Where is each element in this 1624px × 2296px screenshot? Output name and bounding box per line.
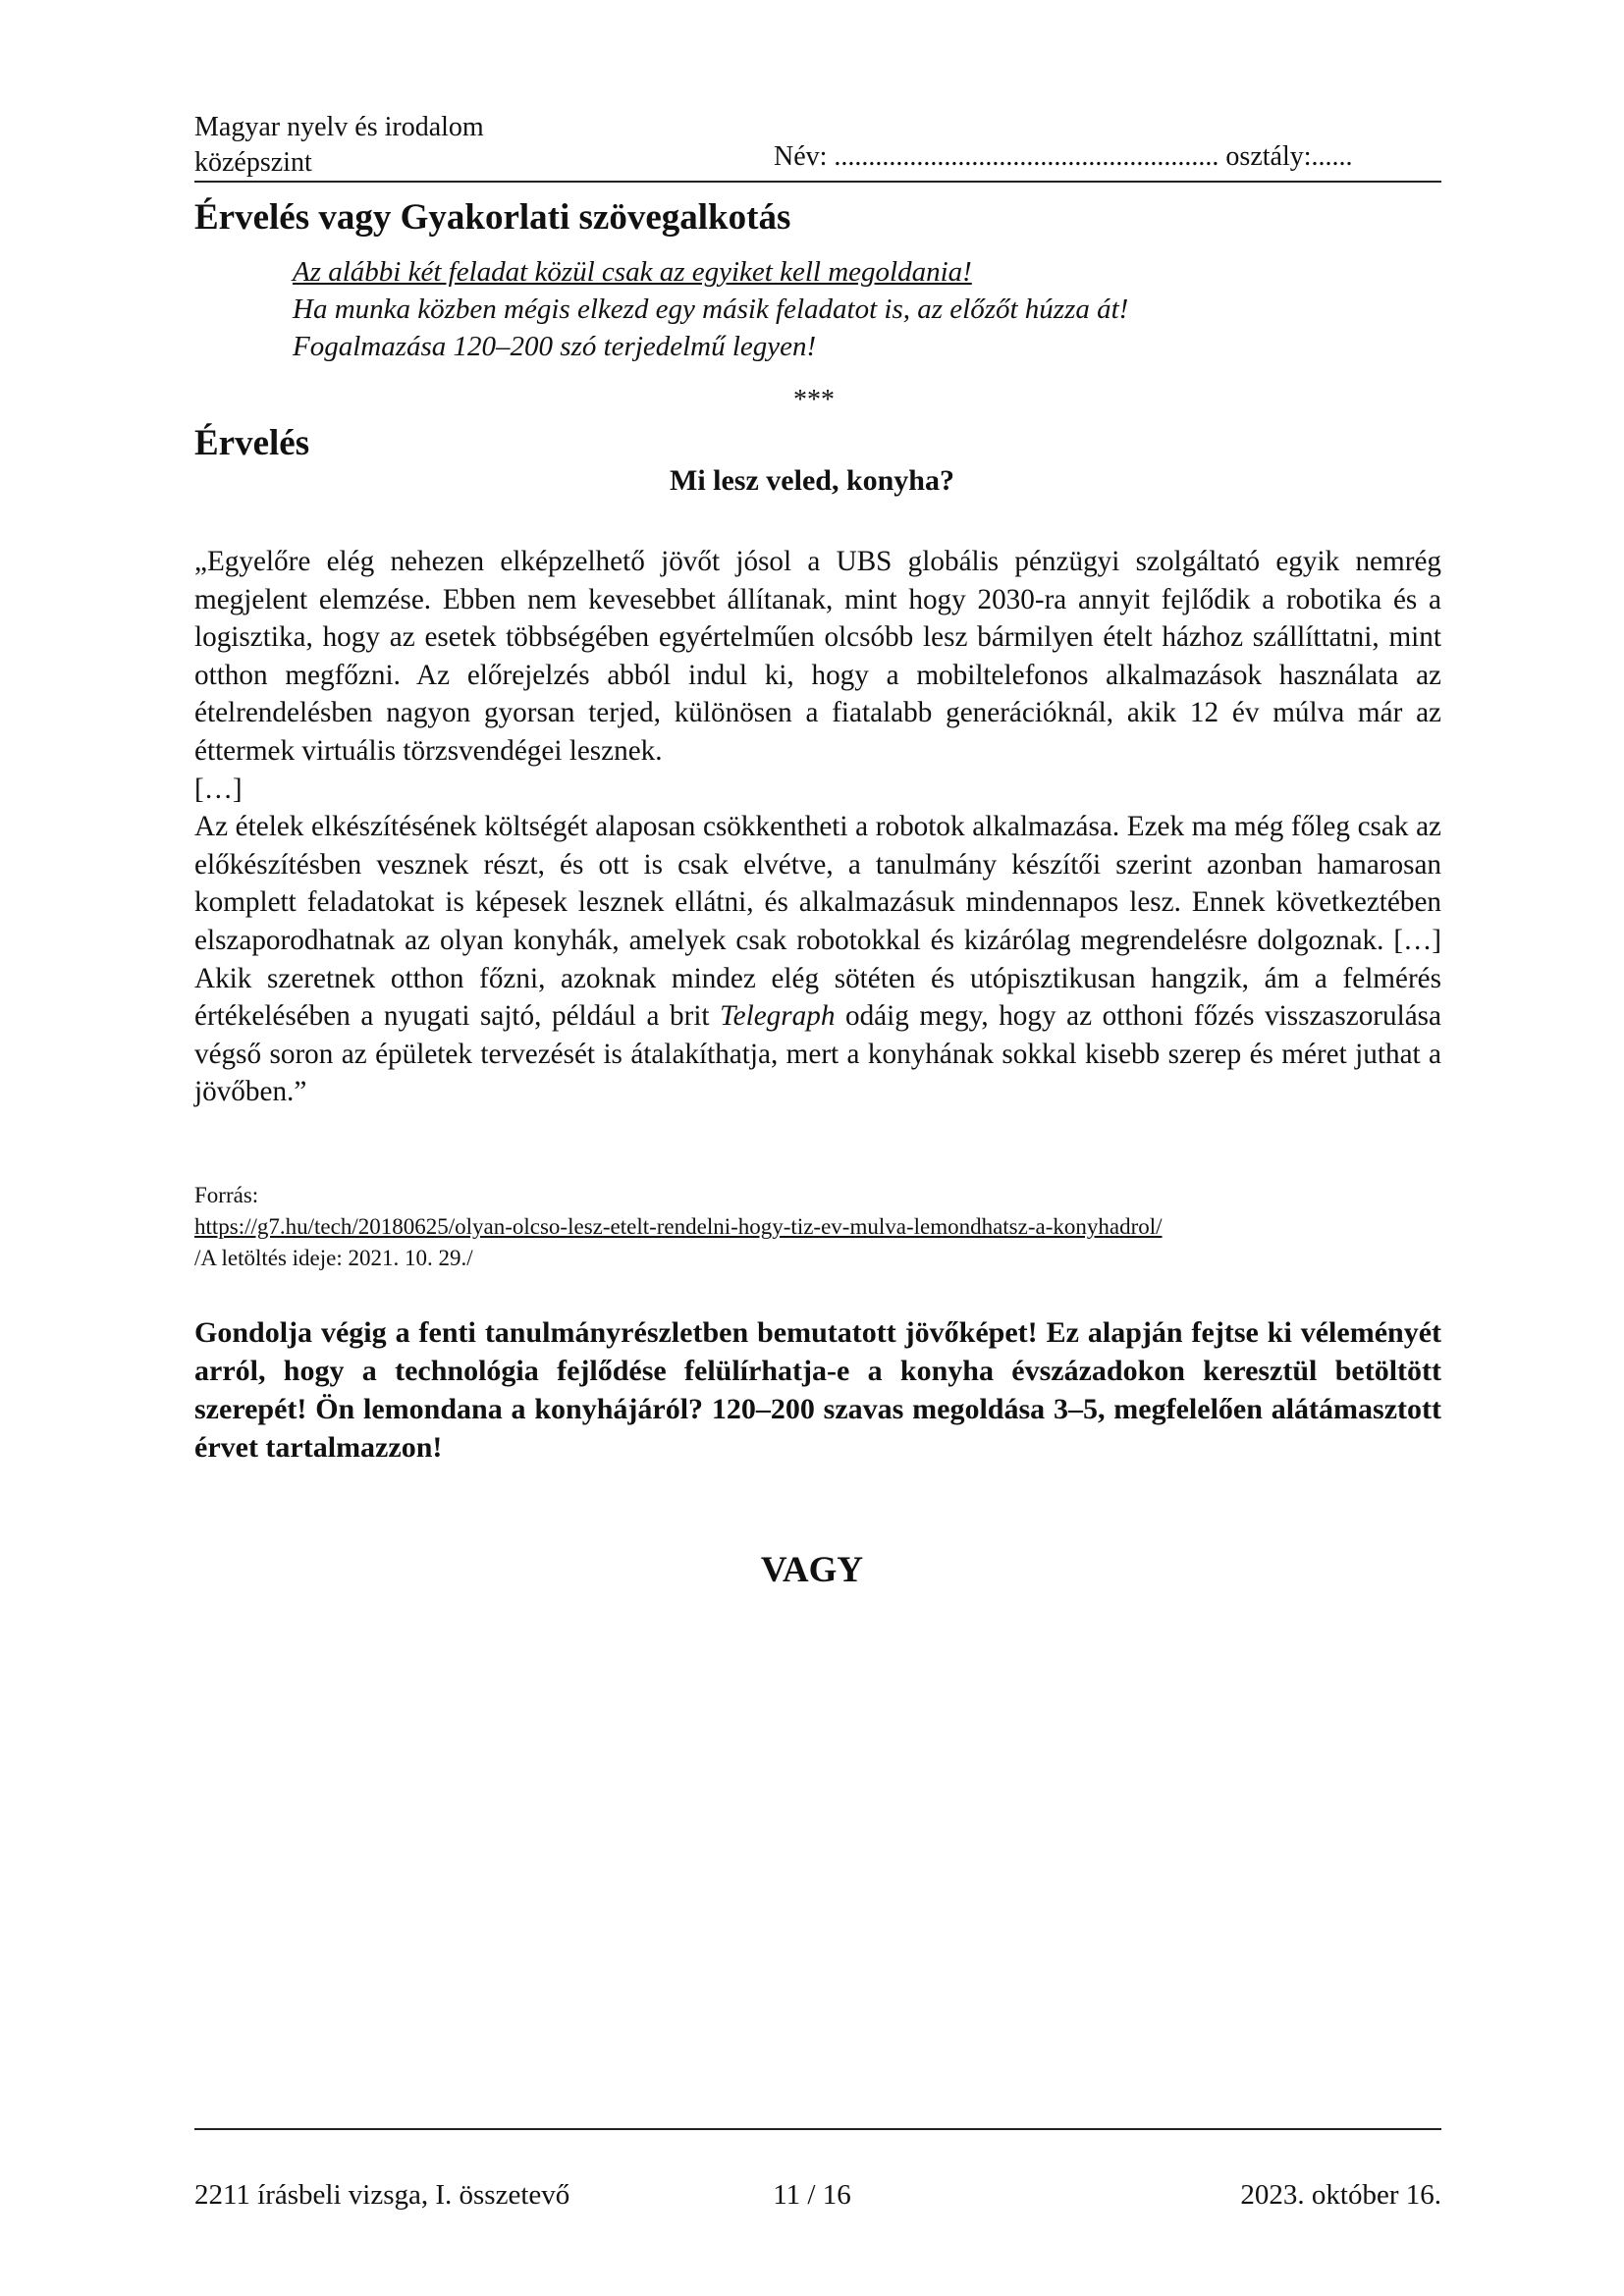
- source-block: [194, 1180, 1163, 1274]
- separator-stars: ***: [793, 385, 835, 415]
- header-divider: [194, 181, 1441, 183]
- header-subject: [194, 110, 484, 181]
- subject-name: Magyar nyelv és irodalom: [194, 112, 484, 142]
- instructions: [293, 253, 1128, 365]
- quote-ellipsis: […]: [194, 773, 243, 805]
- subsection-title: Érvelés: [194, 423, 310, 463]
- instruction-line-1: Az alábbi két feladat közül csak az egyiket kell megoldania!: [293, 256, 972, 288]
- footer-date: 2023. október 16.: [1240, 2179, 1441, 2211]
- name-class-field: Név: ........................................................ osztály:......: [774, 141, 1353, 172]
- subject-level: középszint: [194, 147, 312, 178]
- quote-text-part: Az ételek elkészítésének költségét alaposan csökkentheti a robotok alkalmazása. Ezek ma még főleg csak az előkészítésben vesznek részt, és ott is csak elvétve, a tanulmány készítői szerint azonban hamarosan komplett feladatokat is képesek lesznek ellátni, és alkalmazásuk mindennapos lesz. Ennek következtében elszaporodhatnak az olyan konyhák, amelyek csak robotokkal és kizárólag megrendelésre dolgoznak. […] Akik szeretnek otthon főzni, azoknak mindez elég sötéten és utópisztikusan hangzik, ám a felmérés értékelésében a nyugati sajtó, például a brit: [194, 811, 1441, 1033]
- newspaper-title: Telegraph: [720, 1000, 836, 1033]
- section-title: Érvelés vagy Gyakorlati szövegalkotás: [194, 197, 791, 238]
- instruction-line-2: Ha munka közben mégis elkezd egy másik feladatot is, az előzőt húzza át!: [293, 294, 1129, 325]
- source-link[interactable]: https://g7.hu/tech/20180625/olyan-olcso-lesz-etelt-rendelni-hogy-tiz-ev-mulva-lemondhatsz-a-konyhadrol/: [194, 1214, 1163, 1239]
- download-date: /A letöltés ideje: 2021. 10. 29./: [194, 1246, 473, 1270]
- page-number: 11 / 16: [773, 2179, 851, 2211]
- instruction-line-3: Fogalmazása 120–200 szó terjedelmű legyen!: [293, 331, 817, 362]
- quote-paragraph-1: „Egyelőre elég nehezen elképzelhető jövőt jósol a UBS globális pénzügyi szolgáltató egyik nemrég megjelent elemzése. Ebben nem kevesebbet állítanak, mint hogy 2030-ra annyit fejlődik a robotika és a logisztika, hogy az esetek többségében egyértelműen olcsóbb lesz bármilyen ételt házhoz szállíttatni, mint otthon megfőzni. Az előrejelzés abból indul ki, hogy a mobiltelefonos alkalmazások használata az ételrendelésben nagyon gyorsan terjed, különösen a fiatalabb generációknál, akik 12 év múlva már az éttermek virtuális törzsvendégei lesznek.: [194, 546, 1441, 767]
- footer-divider: [194, 2128, 1441, 2130]
- or-separator: VAGY: [760, 1550, 864, 1590]
- footer-exam-label: 2211 írásbeli vizsga, I. összetevő: [194, 2179, 570, 2211]
- quoted-text: [194, 543, 1441, 1111]
- quote-text-part: odáig megy, hogy az otthoni főzés visszaszorulása végső soron az épületek tervezését is átalakíthatja, mert a konyhának sokkal kisebb szerep és méret juthat a jövőben.”: [194, 1000, 1441, 1108]
- task-instruction: Gondolja végig a fenti tanulmányrészletben bemutatott jövőképet! Ez alapján fejtse ki véleményét arról, hogy a technológia fejlődése felülírhatja-e a konyha évszázadokon keresztül betöltött szerepét! Ön lemondana a konyhájáról? 120–200 szavas megoldása 3–5, megfelelően alátámasztott érvet tartalmazzon!: [194, 1316, 1441, 1464]
- text-title: Mi lesz veled, konyha?: [670, 464, 954, 497]
- source-label: Forrás:: [194, 1183, 259, 1207]
- quote-paragraph-2: [194, 808, 1441, 1111]
